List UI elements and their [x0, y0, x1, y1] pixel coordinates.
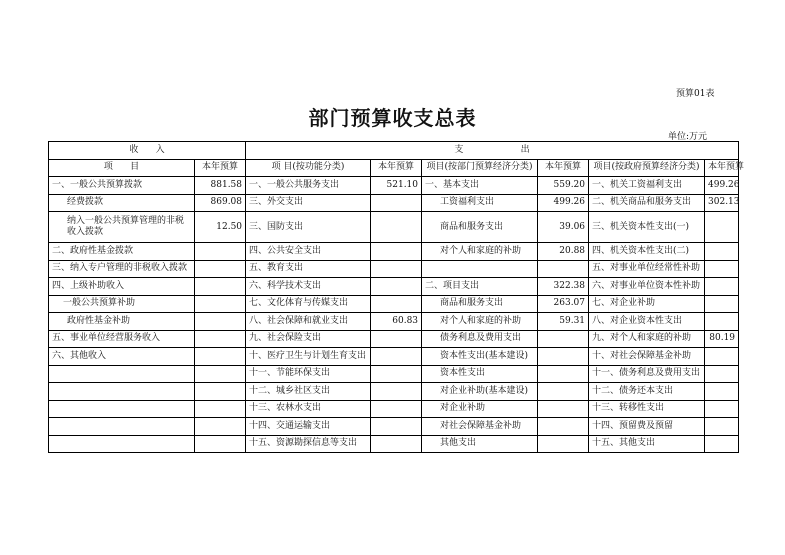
- cell-econ-dept-item: 资本性支出(基本建设): [422, 348, 538, 366]
- cell-func-amount: [371, 435, 422, 453]
- cell-econ-gov-item: 十三、转移性支出: [589, 400, 705, 418]
- cell-econ-gov-item: 八、对企业资本性支出: [589, 313, 705, 331]
- cell-econ-dept-item: 对社会保障基金补助: [422, 418, 538, 436]
- cell-func-amount: 521.10: [371, 177, 422, 195]
- cell-econ-gov-amount: [705, 295, 739, 313]
- cell-func-amount: [371, 365, 422, 383]
- cell-income-item: [49, 365, 195, 383]
- cell-func-amount: 60.83: [371, 313, 422, 331]
- col-header-income-amount: 本年预算: [195, 159, 246, 177]
- cell-econ-gov-amount: 80.19: [705, 330, 739, 348]
- table-row: [49, 260, 739, 278]
- cell-econ-dept-item: 债务利息及费用支出: [422, 330, 538, 348]
- cell-econ-dept-amount: 39.06: [538, 212, 589, 243]
- cell-func-amount: [371, 418, 422, 436]
- cell-income-item: [49, 400, 195, 418]
- cell-econ-dept-amount: 59.31: [538, 313, 589, 331]
- cell-func-item: 七、文化体育与传媒支出: [246, 295, 371, 313]
- cell-func-item: 一、一般公共服务支出: [246, 177, 371, 195]
- cell-econ-gov-item: 十、对社会保障基金补助: [589, 348, 705, 366]
- cell-econ-dept-amount: [538, 400, 589, 418]
- cell-income-item: 二、政府性基金拨款: [49, 243, 195, 261]
- cell-income-amount: [195, 400, 246, 418]
- unit-label: 单位:万元: [668, 132, 708, 142]
- cell-func-item: 十五、资源勘探信息等支出: [246, 435, 371, 453]
- cell-econ-gov-item: 六、对事业单位资本性补助: [589, 278, 705, 296]
- cell-income-item: 五、事业单位经营服务收入: [49, 330, 195, 348]
- cell-income-amount: [195, 435, 246, 453]
- col-header-income-item: 项 目: [49, 159, 195, 177]
- cell-func-amount: [371, 260, 422, 278]
- cell-econ-gov-item: 一、机关工资福利支出: [589, 177, 705, 195]
- cell-econ-gov-amount: [705, 278, 739, 296]
- table-row: [49, 243, 739, 261]
- cell-econ-gov-item: 十二、债务还本支出: [589, 383, 705, 401]
- cell-income-amount: [195, 278, 246, 296]
- cell-econ-dept-item: 对企业补助(基本建设): [422, 383, 538, 401]
- cell-econ-gov-item: 四、机关资本性支出(二): [589, 243, 705, 261]
- cell-econ-dept-amount: 322.38: [538, 278, 589, 296]
- cell-func-item: 五、教育支出: [246, 260, 371, 278]
- table-row: [49, 194, 739, 212]
- cell-econ-gov-amount: 302.13: [705, 194, 739, 212]
- cell-econ-gov-amount: [705, 400, 739, 418]
- income-group-header: 收 入: [49, 142, 246, 160]
- table-body: [49, 177, 739, 453]
- cell-func-item: 六、科学技术支出: [246, 278, 371, 296]
- cell-econ-dept-item: 工资福利支出: [422, 194, 538, 212]
- cell-econ-dept-item: 一、基本支出: [422, 177, 538, 195]
- cell-econ-dept-amount: [538, 435, 589, 453]
- table-row: [49, 418, 739, 436]
- cell-econ-dept-amount: [538, 260, 589, 278]
- cell-econ-gov-amount: [705, 383, 739, 401]
- table-row: [49, 295, 739, 313]
- cell-income-amount: [195, 243, 246, 261]
- cell-func-item: 九、社会保险支出: [246, 330, 371, 348]
- cell-econ-gov-amount: [705, 435, 739, 453]
- cell-econ-gov-item: 五、对事业单位经常性补助: [589, 260, 705, 278]
- cell-econ-gov-amount: [705, 313, 739, 331]
- table-row: [49, 383, 739, 401]
- cell-econ-dept-amount: 559.20: [538, 177, 589, 195]
- cell-econ-dept-amount: [538, 330, 589, 348]
- cell-func-item: 十二、城乡社区支出: [246, 383, 371, 401]
- cell-func-item: 十、医疗卫生与计划生育支出: [246, 348, 371, 366]
- cell-func-item: 十一、节能环保支出: [246, 365, 371, 383]
- cell-econ-dept-item: 对个人和家庭的补助: [422, 243, 538, 261]
- table-row: [49, 365, 739, 383]
- cell-income-amount: [195, 313, 246, 331]
- table-row: [49, 212, 739, 243]
- cell-income-item: [49, 383, 195, 401]
- page-title: 部门预算收支总表: [308, 106, 477, 130]
- cell-income-amount: [195, 260, 246, 278]
- table-row: [49, 313, 739, 331]
- cell-econ-dept-item: 对企业补助: [422, 400, 538, 418]
- cell-income-amount: 881.58: [195, 177, 246, 195]
- cell-func-amount: [371, 348, 422, 366]
- expense-group-header: 支 出: [246, 142, 739, 160]
- cell-econ-dept-amount: [538, 418, 589, 436]
- cell-income-item: 政府性基金补助: [49, 313, 195, 331]
- cell-econ-dept-item: 其他支出: [422, 435, 538, 453]
- cell-income-item: 一、一般公共预算拨款: [49, 177, 195, 195]
- cell-econ-gov-amount: [705, 243, 739, 261]
- col-header-func-item: 项 目(按功能分类): [246, 159, 371, 177]
- table-row: [49, 177, 739, 195]
- cell-econ-dept-amount: 263.07: [538, 295, 589, 313]
- table-row: [49, 435, 739, 453]
- cell-econ-gov-amount: [705, 418, 739, 436]
- cell-func-amount: [371, 243, 422, 261]
- cell-econ-gov-item: 九、对个人和家庭的补助: [589, 330, 705, 348]
- cell-func-amount: [371, 212, 422, 243]
- cell-econ-dept-item: 商品和服务支出: [422, 295, 538, 313]
- cell-econ-gov-item: 二、机关商品和服务支出: [589, 194, 705, 212]
- cell-econ-gov-item: 三、机关资本性支出(一): [589, 212, 705, 243]
- cell-income-amount: [195, 418, 246, 436]
- cell-econ-dept-amount: [538, 365, 589, 383]
- cell-func-item: 三、国防支出: [246, 212, 371, 243]
- cell-income-item: 六、其他收入: [49, 348, 195, 366]
- cell-income-item: [49, 418, 195, 436]
- cell-econ-dept-item: [422, 260, 538, 278]
- cell-econ-dept-amount: 20.88: [538, 243, 589, 261]
- cell-econ-gov-amount: [705, 365, 739, 383]
- cell-econ-dept-item: 对个人和家庭的补助: [422, 313, 538, 331]
- cell-income-item: 三、纳入专户管理的非税收入拨款: [49, 260, 195, 278]
- col-header-econ-gov-item: 项目(按政府预算经济分类): [589, 159, 705, 177]
- cell-func-item: 八、社会保障和就业支出: [246, 313, 371, 331]
- group-header-row: [49, 142, 739, 160]
- cell-income-item: [49, 435, 195, 453]
- cell-func-item: 十三、农林水支出: [246, 400, 371, 418]
- cell-func-item: 十四、交通运输支出: [246, 418, 371, 436]
- cell-income-amount: [195, 365, 246, 383]
- cell-func-amount: [371, 194, 422, 212]
- cell-econ-gov-item: 十四、预留费及预留: [589, 418, 705, 436]
- cell-econ-gov-amount: 499.26: [705, 177, 739, 195]
- cell-income-amount: [195, 295, 246, 313]
- col-header-econ-gov-amount: 本年预算: [705, 159, 739, 177]
- cell-income-item: 经费拨款: [49, 194, 195, 212]
- table-row: [49, 330, 739, 348]
- cell-econ-dept-amount: [538, 348, 589, 366]
- cell-func-item: 三、外交支出: [246, 194, 371, 212]
- col-header-func-amount: 本年预算: [371, 159, 422, 177]
- cell-econ-gov-amount: [705, 260, 739, 278]
- table-row: [49, 348, 739, 366]
- cell-econ-dept-item: 商品和服务支出: [422, 212, 538, 243]
- cell-income-item: 纳入一般公共预算管理的非税收入拨款: [49, 212, 195, 243]
- cell-econ-dept-item: 二、项目支出: [422, 278, 538, 296]
- cell-econ-gov-amount: [705, 212, 739, 243]
- col-header-econ-dept-amount: 本年预算: [538, 159, 589, 177]
- cell-func-amount: [371, 383, 422, 401]
- table-row: [49, 400, 739, 418]
- column-header-row: [49, 159, 739, 177]
- cell-income-amount: [195, 383, 246, 401]
- cell-income-amount: [195, 330, 246, 348]
- cell-func-amount: [371, 400, 422, 418]
- cell-func-amount: [371, 330, 422, 348]
- cell-econ-gov-item: 七、对企业补助: [589, 295, 705, 313]
- cell-econ-dept-amount: 499.26: [538, 194, 589, 212]
- cell-econ-gov-item: 十五、其他支出: [589, 435, 705, 453]
- cell-func-amount: [371, 278, 422, 296]
- cell-econ-gov-item: 十一、债务利息及费用支出: [589, 365, 705, 383]
- cell-income-amount: 869.08: [195, 194, 246, 212]
- cell-econ-dept-item: 资本性支出: [422, 365, 538, 383]
- cell-func-item: 四、公共安全支出: [246, 243, 371, 261]
- cell-income-amount: 12.50: [195, 212, 246, 243]
- col-header-econ-dept-item: 项目(按部门预算经济分类): [422, 159, 538, 177]
- cell-income-item: 四、上级补助收入: [49, 278, 195, 296]
- cell-econ-dept-amount: [538, 383, 589, 401]
- table-row: [49, 278, 739, 296]
- cell-income-item: 一般公共预算补助: [49, 295, 195, 313]
- form-number: 预算01表: [676, 89, 715, 99]
- budget-summary-table: [48, 141, 745, 453]
- cell-func-amount: [371, 295, 422, 313]
- cell-econ-gov-amount: [705, 348, 739, 366]
- cell-income-amount: [195, 348, 246, 366]
